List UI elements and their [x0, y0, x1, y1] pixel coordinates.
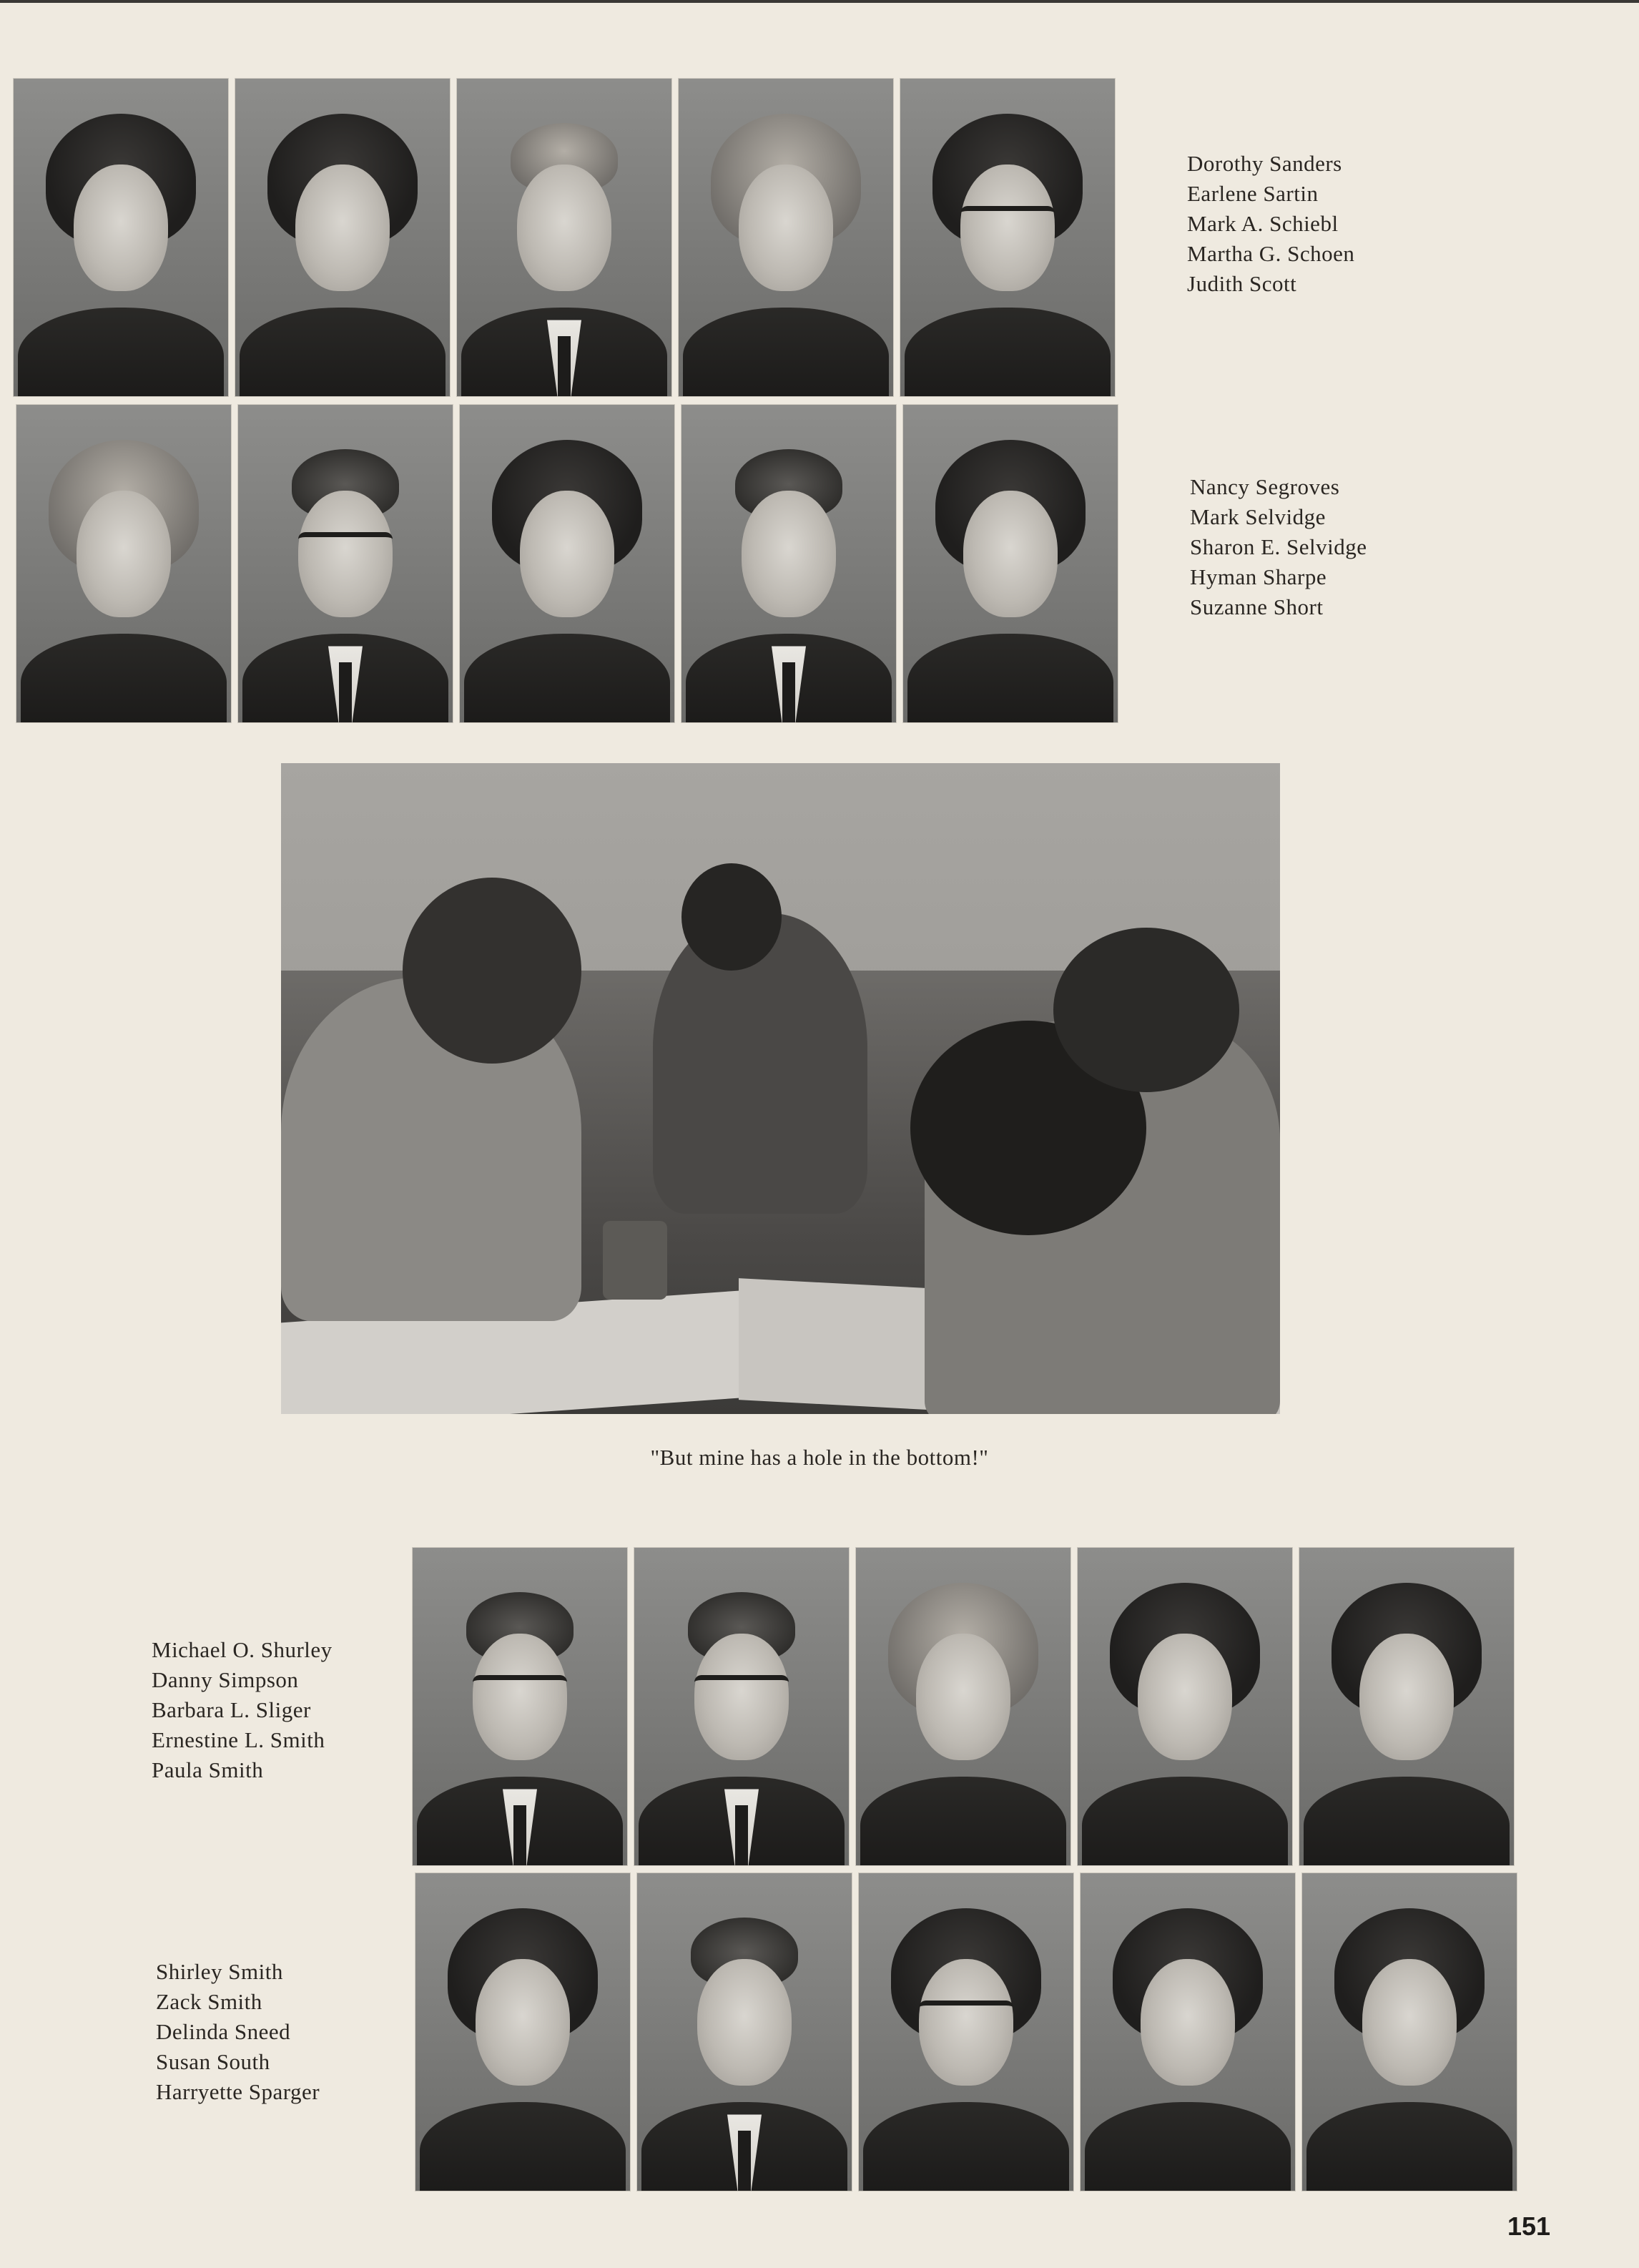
- top-edge-line: [0, 0, 1639, 3]
- portrait-earlene-sartin: [235, 78, 451, 397]
- student-name: Danny Simpson: [152, 1667, 299, 1692]
- portrait-delinda-sneed: [858, 1872, 1074, 2191]
- names-list-4: [156, 1957, 320, 2107]
- student-name: Suzanne Short: [1190, 594, 1324, 619]
- student-name: Shirley Smith: [156, 1959, 283, 1984]
- portrait-barbara-sliger: [855, 1547, 1071, 1866]
- photo-caption: "But mine has a hole in the bottom!": [650, 1445, 989, 1470]
- portrait-zack-smith: [636, 1872, 852, 2191]
- student-name: Ernestine L. Smith: [152, 1727, 325, 1752]
- student-name: Nancy Segroves: [1190, 474, 1340, 499]
- student-name: Paula Smith: [152, 1757, 264, 1782]
- names-list-3: [152, 1635, 333, 1785]
- student-name: Harryette Sparger: [156, 2079, 320, 2104]
- portrait-row: [16, 404, 1118, 723]
- student-name: Martha G. Schoen: [1187, 241, 1355, 266]
- classroom-photo: [281, 763, 1280, 1414]
- portrait-paula-smith: [1299, 1547, 1515, 1866]
- student-name: Barbara L. Sliger: [152, 1697, 311, 1722]
- portrait-judith-scott: [900, 78, 1116, 397]
- student-name: Mark A. Schiebl: [1187, 211, 1339, 236]
- student-name: Earlene Sartin: [1187, 181, 1319, 206]
- student-name: Dorothy Sanders: [1187, 151, 1342, 176]
- student-name: Susan South: [156, 2049, 270, 2074]
- page-number: 151: [1507, 2211, 1551, 2241]
- student-name: Sharon E. Selvidge: [1190, 534, 1367, 559]
- student-name: Michael O. Shurley: [152, 1637, 333, 1662]
- portrait-dorothy-sanders: [13, 78, 229, 397]
- names-list-2: [1190, 472, 1367, 622]
- student-name: Delinda Sneed: [156, 2019, 291, 2044]
- portrait-row: [13, 78, 1116, 397]
- portrait-ernestine-smith: [1077, 1547, 1293, 1866]
- portrait-nancy-segroves: [16, 404, 232, 723]
- portrait-martha-schoen: [678, 78, 894, 397]
- portrait-shirley-smith: [415, 1872, 631, 2191]
- portrait-sharon-selvidge: [459, 404, 675, 723]
- names-list-1: [1187, 149, 1354, 299]
- portrait-mark-selvidge: [237, 404, 453, 723]
- student-name: Judith Scott: [1187, 271, 1297, 296]
- portrait-danny-simpson: [634, 1547, 850, 1866]
- portrait-susan-south: [1080, 1872, 1296, 2191]
- student-name: Hyman Sharpe: [1190, 564, 1327, 589]
- student-name: Mark Selvidge: [1190, 504, 1326, 529]
- portrait-hyman-sharpe: [681, 404, 897, 723]
- portrait-suzanne-short: [902, 404, 1118, 723]
- portrait-row: [415, 1872, 1517, 2191]
- portrait-michael-shurley: [412, 1547, 628, 1866]
- portrait-row: [412, 1547, 1515, 1866]
- student-name: Zack Smith: [156, 1989, 262, 2014]
- portrait-harryette-sparger: [1301, 1872, 1517, 2191]
- portrait-mark-schiebl: [456, 78, 672, 397]
